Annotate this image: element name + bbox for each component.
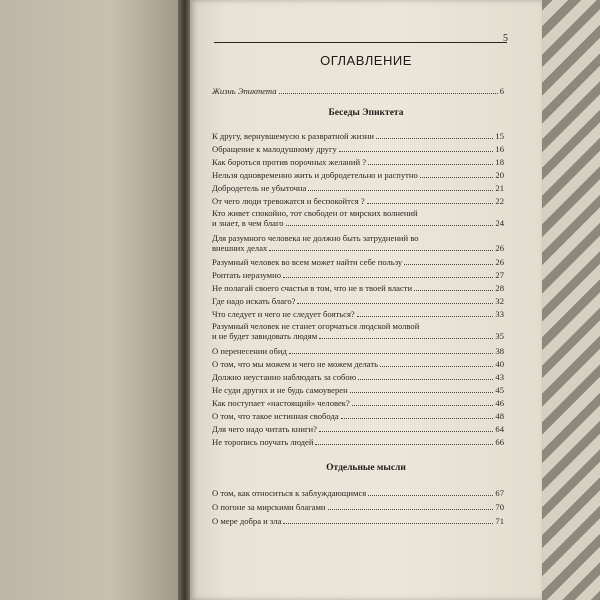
- toc-entry: Жизнь Эпиктета 6: [212, 86, 504, 96]
- toc-entry: Что следует и чего не следует бояться? 33: [212, 309, 504, 319]
- toc-entry: Кто живет спокойно, тот свободен от мирских волнений и знает, в чем благо 24: [212, 208, 504, 228]
- toc-entry: О том, что такое истинная свобода 48: [212, 411, 504, 421]
- background-fabric: [540, 0, 600, 600]
- toc-entry: Не полагай своего счастья в том, что не в твоей власти 28: [212, 283, 504, 293]
- toc-entry: О том, как относиться к заблуждающимся 67: [212, 488, 504, 498]
- toc-entry: К другу, вернувшемусю к развратной жизни 15: [212, 131, 504, 141]
- toc-entry: Для разумного человека не должно быть затруднений во внешних делах 26: [212, 233, 504, 253]
- toc-entry: О том, что мы можем и чего не можем делать 40: [212, 359, 504, 369]
- toc-entry: Не суди других и не будь самоуверен 45: [212, 385, 504, 395]
- toc-entry: Добродетель не убыточна 21: [212, 183, 504, 193]
- page-title: ОГЛАВЛЕНИЕ: [320, 53, 412, 68]
- book-page: [190, 0, 542, 600]
- section-heading: Беседы Эпиктета: [328, 108, 404, 118]
- toc-entry: Разумный человек не станет огорчаться людской молвой и не будет завидовать людям 35: [212, 321, 504, 341]
- page-number: 5: [503, 33, 508, 44]
- toc-entry: Как поступает «настоящий» человек? 46: [212, 398, 504, 408]
- toc-entry: От чего люди тревожатся и беспокойтся ? 22: [212, 196, 504, 206]
- toc-entry: Как бороться против порочных желаний ? 18: [212, 157, 504, 167]
- header-rule: [214, 42, 507, 43]
- toc-entry: Должно неустанно наблюдать за собою 43: [212, 372, 504, 382]
- left-page: [0, 0, 185, 600]
- toc-entry: Разумный человек во всем может найти себе пользу 26: [212, 257, 504, 267]
- toc-entry: Нельзя одновременно жить и добродетельно и распутно 20: [212, 170, 504, 180]
- toc-entry: Для чего надо читать книги? 64: [212, 424, 504, 434]
- toc-entry: О погоне за мирскими благами 70: [212, 502, 504, 512]
- section-heading: Отдельные мысли: [326, 463, 406, 473]
- toc-entry: Где надо искать благо? 32: [212, 296, 504, 306]
- toc-entry: Роптать неразумно 27: [212, 270, 504, 280]
- toc-entry: О перенесении обид 38: [212, 346, 504, 356]
- toc-entry: О мере добра и зла 71: [212, 516, 504, 526]
- toc-entry: Обращение к малодушному другу 16: [212, 144, 504, 154]
- toc-entry: Не торопись поучать людей 66: [212, 437, 504, 447]
